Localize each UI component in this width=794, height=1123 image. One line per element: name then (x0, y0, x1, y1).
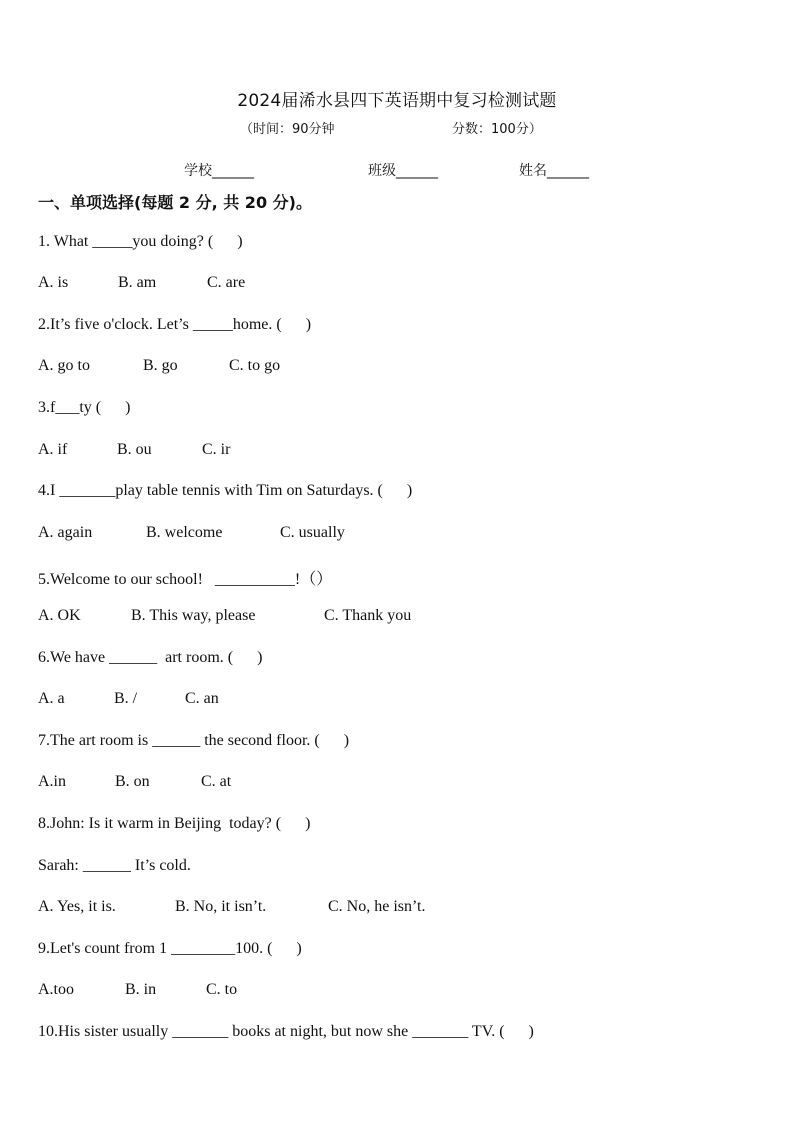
question-8: 8.John: Is it warm in Beijing today? ( ) (38, 815, 311, 832)
question-8-reply: Sarah: ______ It’s cold. (38, 857, 191, 874)
q2-option-b: B. go (143, 357, 178, 374)
q1-option-b: B. am (118, 274, 157, 291)
q9-option-a: A.too (38, 981, 74, 998)
q6-option-c: C. an (185, 690, 219, 707)
school-field: 学校______ (184, 163, 254, 179)
q2-option-c: C. to go (229, 357, 281, 374)
exam-time: （时间：90分钟 (240, 122, 335, 137)
question-1: 1. What _____you doing? ( ) (38, 233, 243, 250)
q8-option-c: C. No, he isn’t. (328, 898, 426, 915)
q2-option-a: A. go to (38, 357, 90, 374)
q1-option-c: C. are (207, 274, 246, 291)
q7-option-b: B. on (115, 773, 150, 790)
q7-option-c: C. at (201, 773, 232, 790)
question-7: 7.The art room is ______ the second floor. ( ) (38, 732, 350, 749)
q6-option-b: B. / (114, 690, 138, 707)
question-6: 6.We have ______ art room. ( ) (38, 649, 263, 666)
question-4: 4.I _______play table tennis with Tim on Saturdays. ( ) (38, 482, 413, 499)
q9-option-c: C. to (206, 981, 238, 998)
q5-option-a: A. OK (38, 607, 81, 624)
q5-option-c: C. Thank you (324, 607, 412, 624)
question-9: 9.Let's count from 1 ________100. ( ) (38, 940, 302, 957)
question-2: 2.It’s five o'clock. Let’s _____home. ( ) (38, 316, 312, 333)
q8-option-b: B. No, it isn’t. (175, 898, 267, 915)
question-3: 3.f___ty ( ) (38, 399, 131, 416)
question-5: 5.Welcome to our school! __________!（） (38, 571, 333, 588)
q6-option-a: A. a (38, 690, 65, 707)
q8-option-a: A. Yes, it is. (38, 898, 116, 915)
q3-option-c: C. ir (202, 441, 231, 458)
page-title: 2024届浠水县四下英语期中复习检测试题 (237, 91, 557, 111)
q3-option-a: A. if (38, 441, 68, 458)
name-field: 姓名______ (519, 163, 589, 179)
q4-option-a: A. again (38, 524, 93, 541)
q4-option-b: B. welcome (146, 524, 223, 541)
section-heading: 一、单项选择(每题 2 分, 共 20 分)。 (38, 193, 312, 212)
class-field: 班级______ (368, 163, 438, 179)
question-10: 10.His sister usually _______ books at night, but now she _______ TV. ( ) (38, 1023, 534, 1040)
q5-option-b: B. This way, please (131, 607, 256, 624)
q7-option-a: A.in (38, 773, 66, 790)
q3-option-b: B. ou (117, 441, 152, 458)
q4-option-c: C. usually (280, 524, 345, 541)
q1-option-a: A. is (38, 274, 69, 291)
q9-option-b: B. in (125, 981, 157, 998)
exam-score: 分数：100分） (452, 122, 542, 137)
